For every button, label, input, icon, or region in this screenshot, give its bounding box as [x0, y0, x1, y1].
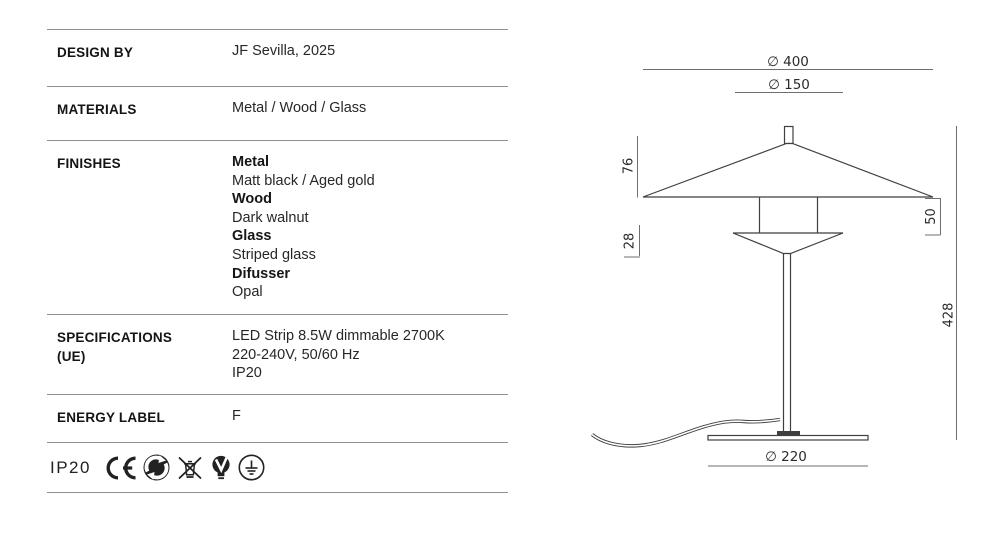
dim-base-diameter: [708, 449, 868, 466]
energy-label-label: ENERGY LABEL: [57, 410, 165, 425]
svg-text:∅ 150: ∅ 150: [768, 77, 810, 93]
dim-reflector-height: [623, 225, 641, 257]
specifications-label: SPECIFICATIONS (UE): [57, 330, 173, 364]
glass-cylinder: [760, 197, 818, 233]
spec-row-specifications: [47, 314, 508, 394]
spec-led-line: LED Strip 8.5W dimmable 2700K: [232, 328, 445, 344]
shade-cone: [643, 144, 933, 198]
finish-metal-title: Metal: [232, 154, 270, 170]
finial: [785, 127, 794, 144]
base-plate: [708, 436, 868, 441]
finish-glass-value: Striped glass: [232, 246, 316, 263]
finish-wood-title: Wood: [232, 191, 272, 208]
energy-label-value: F: [232, 408, 241, 424]
stem: [784, 254, 791, 432]
design-by-label: DESIGN BY: [57, 45, 134, 60]
ip-rating-text: IP20: [50, 457, 91, 477]
spec-row-energy-label: [47, 394, 508, 442]
finish-metal-value: Matt black / Aged gold: [232, 172, 375, 189]
green-dot-recycling-icon: [143, 454, 170, 481]
materials-label: MATERIALS: [57, 102, 137, 117]
dim-edge-height: [924, 198, 941, 235]
svg-text:∅ 220: ∅ 220: [765, 449, 807, 465]
finishes-value: [232, 141, 508, 314]
svg-text:50: 50: [924, 208, 939, 225]
ce-mark-icon: [103, 455, 138, 481]
lamp-outline: [643, 127, 933, 441]
svg-text:∅ 400: ∅ 400: [767, 54, 809, 70]
finish-difusser-title: Difusser: [232, 265, 291, 282]
svg-text:428: 428: [941, 302, 957, 328]
finish-difusser-value: Opal: [232, 284, 263, 301]
finishes-label: FINISHES: [57, 156, 121, 171]
finish-wood-value: Dark walnut: [232, 209, 309, 226]
light-bulb-icon: [210, 453, 233, 482]
spec-voltage-line: 220-240V, 50/60 Hz: [232, 346, 360, 363]
stem-foot: [777, 431, 800, 435]
class1-earth-ground-icon: [238, 454, 265, 481]
finish-glass-title: Glass: [232, 228, 272, 245]
svg-text:76: 76: [621, 157, 637, 175]
reflector-cone: [733, 233, 843, 254]
certifications-row: [47, 442, 508, 492]
dim-shade-diameter: [643, 54, 933, 70]
spec-table: [47, 29, 508, 493]
materials-value: Metal / Wood / Glass: [232, 100, 367, 116]
svg-text:28: 28: [622, 232, 638, 250]
dim-total-height: [942, 126, 957, 440]
power-cable: [592, 420, 780, 446]
dim-inner-diameter: [735, 77, 843, 93]
spec-row-finishes: [47, 140, 508, 314]
design-by-value: JF Sevilla, 2025: [232, 43, 336, 59]
specifications-value: [232, 315, 508, 394]
spec-row-materials: [47, 86, 508, 140]
lamp-technical-drawing: [560, 30, 980, 480]
spec-ip-line: IP20: [232, 365, 262, 382]
weee-crossed-out-bin-icon: [175, 453, 205, 483]
dim-shade-height: [622, 136, 638, 198]
spec-row-design-by: [47, 29, 508, 86]
